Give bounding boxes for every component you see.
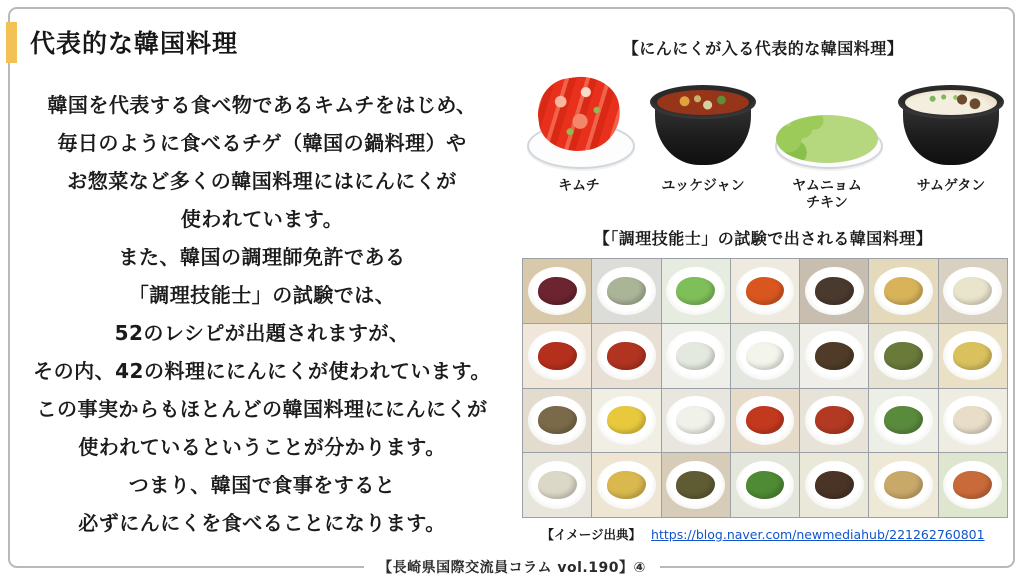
exam-heading: 【「調理技能士」の試験で出される韓国料理】 (593, 229, 933, 248)
right-column (514, 0, 1012, 560)
food-photo-carrot-salad (731, 259, 799, 323)
cream-soup-pot-illustration-icon (896, 69, 1006, 175)
dish-label: キムチ (558, 178, 600, 194)
food-photo-cold-noodles (662, 389, 730, 453)
kimchi-illustration-icon (524, 69, 634, 175)
source-url-link[interactable]: https://blog.naver.com/newmediahub/221262760801 (651, 527, 985, 542)
body-line: 52のレシピが出題されますが、 (114, 321, 410, 345)
page-title: 代表的な韓国料理 (30, 29, 239, 58)
dish-illustrations (520, 69, 1010, 212)
dish-yukgaejang (644, 69, 762, 195)
body-line: 使われています。 (180, 207, 344, 231)
food-photo-seafood-salad (939, 453, 1007, 517)
food-photo-mushroom-dish (800, 324, 868, 388)
food-photo-gujeolpan (939, 389, 1007, 453)
red-soup-shape (657, 90, 749, 115)
food-photo-meat-skewers (523, 259, 591, 323)
body-line: その内、42の料理ににんにくが使われています。 (33, 359, 491, 383)
food-photo-fried-dumplings (869, 259, 937, 323)
body-line: つまり、韓国で食事をすると (128, 473, 396, 497)
dish-label: サムゲタン (916, 178, 986, 194)
source-label: 【イメージ出典】 (541, 527, 642, 542)
dish-samgyetang (892, 69, 1010, 195)
footer-text: 【長崎県国際交流員コラム vol.190】④ (364, 559, 660, 577)
food-photo-fried-green-peppers (731, 453, 799, 517)
body-text (16, 86, 508, 542)
dish-yangnyeom-chicken (768, 69, 886, 212)
dish-label: ユッケジャン (661, 178, 745, 194)
body-line: 必ずにんにくを食べることになります。 (78, 511, 446, 535)
food-photo-spicy-chicken (523, 324, 591, 388)
body-line: 使われているということが分かります。 (78, 435, 446, 459)
food-photo-rice-cake-soup (731, 324, 799, 388)
dish-kimchi (520, 69, 638, 195)
dish-label: ヤムニョム チキン (792, 178, 862, 211)
food-photo-beef-scallion (869, 389, 937, 453)
food-photo-clear-soup (662, 324, 730, 388)
food-photo-lettuce-salad (662, 259, 730, 323)
yangnyeom-chicken-illustration-icon (772, 69, 882, 175)
chicken-shape (794, 79, 874, 151)
body-line: また、韓国の調理師免許である (118, 245, 406, 269)
title-accent-bar (6, 22, 17, 63)
body-line: 「調理技能士」の試験では、 (128, 283, 396, 307)
food-photo-japchae (523, 389, 591, 453)
food-photo-pressed-cakes (869, 453, 937, 517)
food-photo-egg-jeon (592, 389, 660, 453)
red-soup-pot-illustration-icon (648, 69, 758, 175)
food-photo-tofu-soup (939, 259, 1007, 323)
food-photo-braised-vegetables (869, 324, 937, 388)
food-photo-stuffed-pepper (800, 389, 868, 453)
food-photo-spicy-pancake (592, 324, 660, 388)
photo-grid (522, 258, 1008, 518)
body-line: 韓国を代表する食べ物であるキムチをはじめ、 (47, 93, 477, 117)
source-line (514, 525, 1012, 543)
body-line: 毎日のように食べるチゲ（韓国の鍋料理）や (57, 131, 467, 155)
food-photo-grilled-beef (800, 259, 868, 323)
food-photo-seaweed-jeon (662, 453, 730, 517)
dishes-heading: 【にんにくが入る代表的な韓国料理】 (622, 39, 904, 58)
footer (0, 557, 1024, 575)
food-photo-rice-salad (523, 453, 591, 517)
food-photo-hobak-jeon (592, 453, 660, 517)
food-photo-spicy-stirfry (731, 389, 799, 453)
cream-soup-shape (905, 90, 997, 115)
body-line: お惣菜など多くの韓国料理にはにんにくが (67, 169, 457, 193)
food-photo-kimbap-rolls (592, 259, 660, 323)
food-photo-dark-rice-cakes (800, 453, 868, 517)
body-line: この事実からもほとんどの韓国料理ににんにくが (36, 397, 488, 421)
food-photo-yellow-mandu (939, 324, 1007, 388)
